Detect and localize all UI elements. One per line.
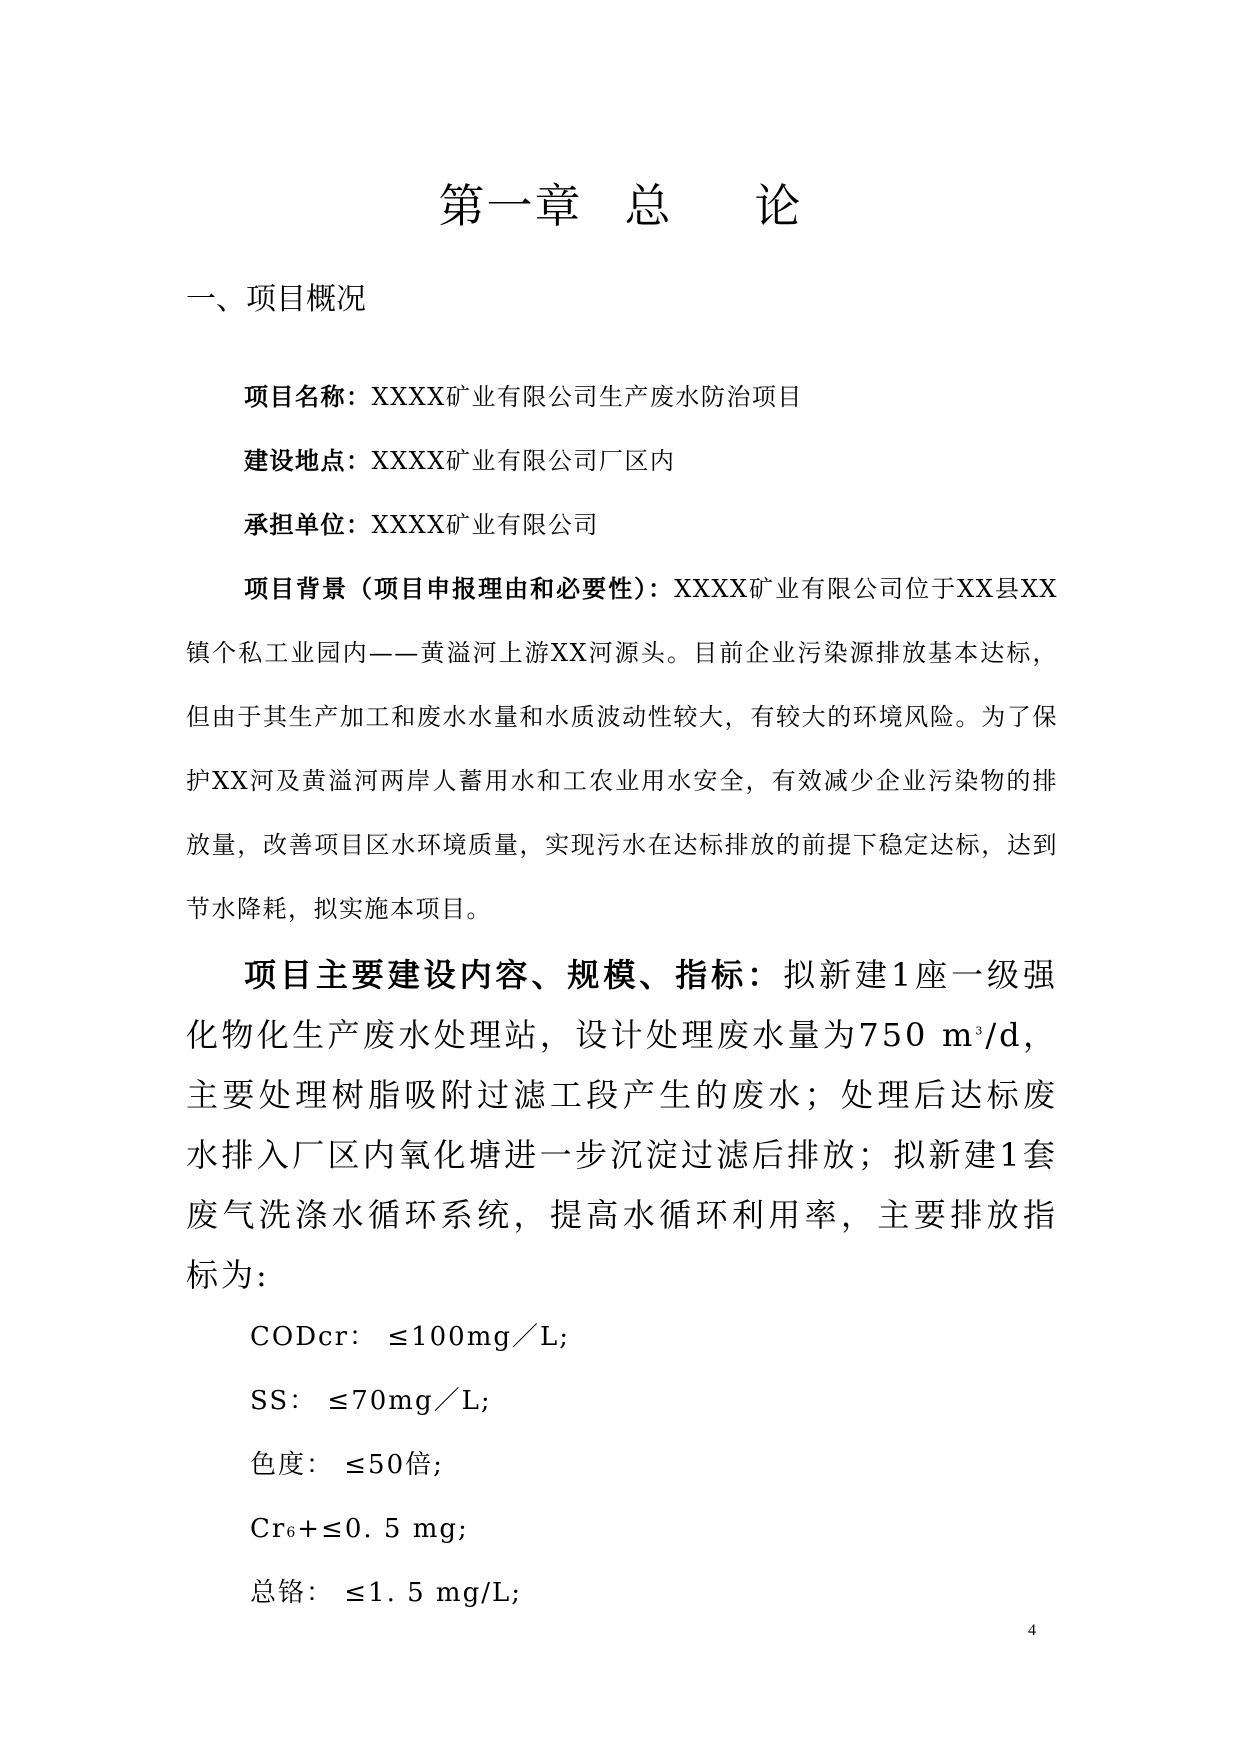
unit-label: 承担单位： — [244, 511, 372, 539]
location-label: 建设地点： — [244, 447, 372, 475]
chapter-title-part1: 总 — [624, 179, 673, 233]
project-name-value: XXXX矿业有限公司生产废水防治项目 — [371, 383, 803, 411]
content-label: 项目主要建设内容、规模、指标： — [244, 956, 784, 994]
content-text-1: 拟新建1座一级强化物化生产废水处理站，设计处理废水量为750 m — [186, 956, 1058, 1054]
project-name-paragraph — [186, 365, 1058, 429]
unit-value: XXXX矿业有限公司 — [371, 511, 599, 539]
location-value: XXXX矿业有限公司厂区内 — [371, 447, 676, 475]
background-label: 项目背景（项目申报理由和必要性）： — [244, 575, 675, 603]
cr-subscript: 6 — [286, 1525, 298, 1541]
chapter-number: 第一章 — [438, 179, 583, 233]
unit-paragraph — [186, 493, 1058, 557]
cr-suffix: +≤0. 5 mg; — [297, 1514, 469, 1544]
chapter-title-part2: 论 — [754, 179, 803, 233]
content-text-2: /d，主要处理树脂吸附过滤工段产生的废水；处理后达标废水排入厂区内氧化塘进一步沉淀过滤后排放；拟新建1套废气洗涤水循环系统，提高水循环利用率，主要排放指标为: — [186, 1016, 1058, 1294]
content-paragraph — [186, 945, 1058, 1305]
cubic-superscript: 3 — [975, 1024, 986, 1038]
project-name-label: 项目名称： — [244, 383, 372, 411]
section-heading: 一、项目概况 — [186, 282, 366, 317]
background-text: XXXX矿业有限公司位于XX县XX镇个私工业园内——黄溢河上游XX河源头。目前企业污染源排放基本达标，但由于其生产加工和废水水量和水质波动性较大，有较大的环境风险。为了保护XX河及黄溢河两岸人蓄用水和工农业用水安全，有效减少企业污染物的排放量，改善项目区水环境质量，实现污水在达标排放的前提下稳定达标，达到节水降耗，拟实施本项目。 — [186, 575, 1059, 923]
indicator-cod: CODcr： ≤100mg／L; — [250, 1322, 571, 1352]
indicator-total-cr: 总铬： ≤1. 5 mg/L; — [250, 1578, 523, 1608]
indicator-ss: SS： ≤70mg／L; — [250, 1386, 492, 1416]
indicator-cr6 — [186, 1497, 1058, 1561]
page-number: 4 — [1028, 1622, 1036, 1639]
background-paragraph — [186, 557, 1058, 941]
document-body — [186, 365, 1058, 1625]
location-paragraph — [186, 429, 1058, 493]
cr-prefix: Cr — [250, 1514, 287, 1544]
indicator-color: 色度： ≤50倍; — [250, 1450, 444, 1480]
chapter-title — [0, 178, 1241, 234]
